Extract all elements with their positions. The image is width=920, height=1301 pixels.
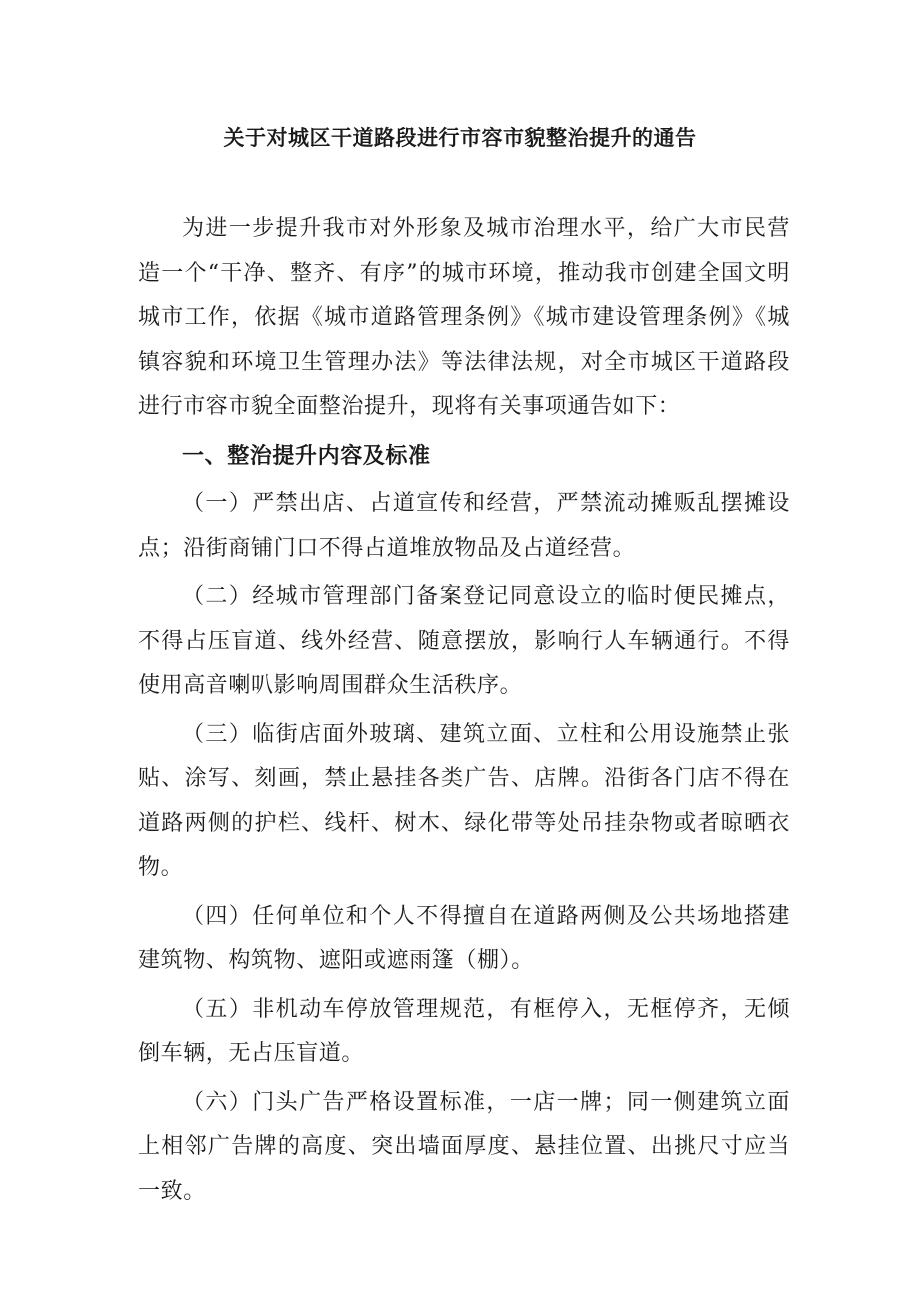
- section-heading: 一、整治提升内容及标准: [182, 442, 431, 469]
- document-body: [138, 207, 790, 1218]
- list-item: （三）临街店面外玻璃、建筑立面、立柱和公用设施禁止张贴、涂写、刻画，禁止悬挂各类广告、店牌。沿街各门店不得在道路两侧的护栏、线杆、树木、绿化带等处吊挂杂物或者晾晒衣物。: [138, 721, 790, 880]
- list-item: （五）非机动车停放管理规范，有框停入，无框停齐，无倾倒车辆，无占压盲道。: [138, 996, 790, 1066]
- intro-paragraph: 为进一步提升我市对外形象及城市治理水平，给广大市民营造一个“干净、整齐、有序”的城市环境，推动我市创建全国文明城市工作，依据《城市道路管理条例》《城市建设管理条例》《城镇容貌和环境卫生管理办法》等法律法规，对全市城区干道路段进行市容市貌全面整治提升，现将有关事项通告如下：: [138, 216, 790, 419]
- list-item: （四）任何单位和个人不得擅自在道路两侧及公共场地搭建建筑物、构筑物、遮阳或遮雨篷（棚）。: [138, 903, 790, 973]
- list-item: （一）严禁出店、占道宣传和经营，严禁流动摊贩乱摆摊设点；沿街商铺门口不得占道堆放物品及占道经营。: [138, 491, 790, 561]
- document-title: 关于对城区干道路段进行市容市貌整治提升的通告: [223, 125, 697, 150]
- list-item: （二）经城市管理部门备案登记同意设立的临时便民摊点，不得占压盲道、线外经营、随意摆放，影响行人车辆通行。不得使用高音喇叭影响周围群众生活秩序。: [138, 584, 790, 698]
- list-item: （六）门头广告严格设置标准，一店一牌；同一侧建筑立面上相邻广告牌的高度、突出墙面厚度、悬挂位置、出挑尺寸应当一致。: [138, 1089, 790, 1204]
